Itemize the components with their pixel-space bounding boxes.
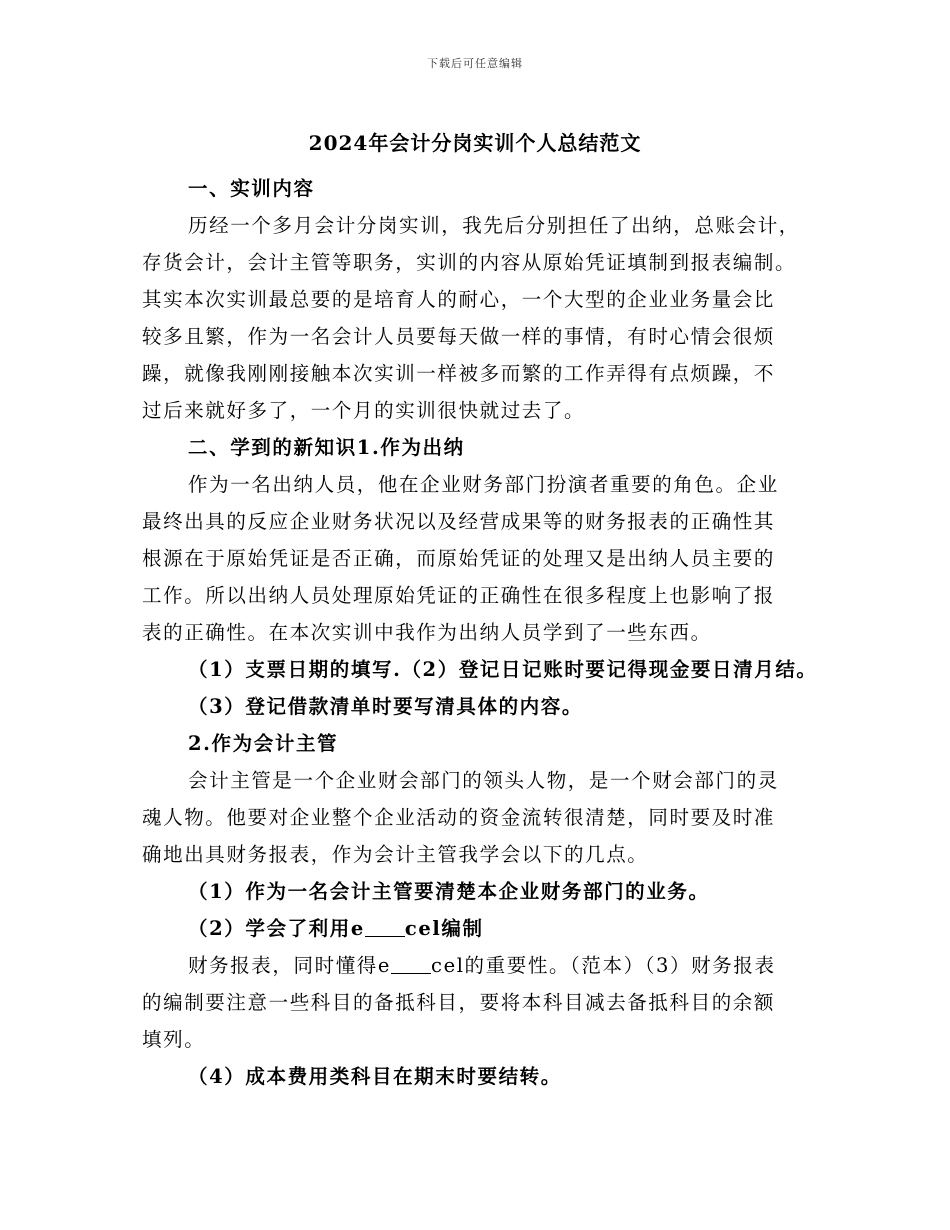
list-item-bold: （3）登记借款清单时要写清具体的内容。 [188,695,583,718]
paragraph-line: 魂人物。他要对企业整个企业活动的资金流转很清楚，同时要及时准 [142,806,776,829]
list-item-text-after-blank: cel编制 [404,917,484,940]
document-body [142,170,818,1095]
section-heading-2: 二、学到的新知识1.作为出纳 [188,436,465,459]
document-title: 2024年会计分岗实训个人总结范文 [308,131,642,155]
paragraph-line: 的编制要注意一些科目的备抵科目，要将本科目减去备抵科目的余额 [142,991,776,1014]
paragraph-line [142,947,812,984]
paragraph-line: 确地出具财务报表，作为会计主管我学会以下的几点。 [142,843,649,866]
paragraph-line: 工作。所以出纳人员处理原始凭证的正确性在很多程度上也影响了报 [142,584,776,607]
paragraph-line: 最终出具的反应企业财务状况以及经营成果等的财务报表的正确性其 [142,510,776,533]
paragraph-line: 存货会计，会计主管等职务，实训的内容从原始凭证填制到报表编制。 [142,251,797,274]
paragraph-text-after-blank: cel的重要性。（范本）（3）财务报表 [431,954,776,977]
list-item-text-before-blank: （2）学会了利用e [188,917,365,940]
list-item-bold: （1）作为一名会计主管要清楚本企业财务部门的业务。 [188,880,710,903]
paragraph-line: 过后来就好多了，一个月的实训很快就过去了。 [142,399,586,422]
paragraph-line: 较多且繁，作为一名会计人员要每天做一样的事情，有时心情会很烦 [142,325,776,348]
paragraph-line: 躁，就像我刚刚接触本次实训一样被多而繁的工作弄得有点烦躁，不 [142,362,776,385]
paragraph-line: 作为一名出纳人员，他在企业财务部门扮演者重要的角色。企业 [188,473,779,496]
paragraph-line: 根源在于原始凭证是否正确，而原始凭证的处理又是出纳人员主要的 [142,547,776,570]
underline-blank [391,955,431,974]
list-item-bold: （4）成本费用类科目在期末时要结转。 [188,1065,562,1088]
list-item-bold [142,910,812,947]
subsection-heading: 2.作为会计主管 [188,732,339,755]
paragraph-line: 会计主管是一个企业财会部门的领头人物，是一个财会部门的灵 [188,769,779,792]
paragraph-line: 表的正确性。在本次实训中我作为出纳人员学到了一些东西。 [142,621,712,644]
underline-blank [365,918,405,937]
paragraph-line: 其实本次实训最总要的是培育人的耐心，一个大型的企业业务量会比 [142,288,776,311]
paragraph-text-before-blank: 财务报表，同时懂得e [188,954,392,977]
list-item-bold: （1）支票日期的填写.（2）登记日记账时要记得现金要日清月结。 [188,658,818,681]
paragraph-line: 填列。 [142,1028,206,1051]
page-header: 下载后可任意编辑 [427,57,523,70]
paragraph-line: 历经一个多月会计分岗实训，我先后分别担任了出纳，总账会计， [188,214,800,237]
section-heading-1: 一、实训内容 [188,177,315,200]
